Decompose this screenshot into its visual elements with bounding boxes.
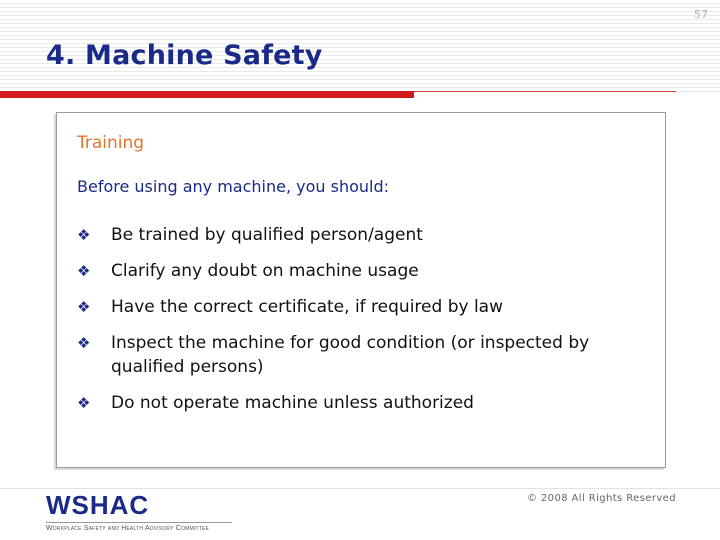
footer-divider [0, 488, 720, 489]
bullet-item [77, 223, 652, 247]
section-heading: Training [77, 133, 145, 153]
bullet-item [77, 295, 652, 319]
intro-text: Before using any machine, you should: [77, 177, 390, 196]
logo-subtitle: Workplace Safety and Health Advisory Committee [46, 525, 210, 532]
bullet-text: Do not operate machine unless authorized [111, 393, 474, 413]
slide-title: 4. Machine Safety [46, 40, 323, 71]
bullet-text: Have the correct certificate, if required by law [111, 297, 503, 317]
title-underline-bar [0, 91, 414, 98]
bullet-item [77, 391, 652, 415]
clover-bullet-icon: ❖ [77, 226, 91, 244]
logo-rule [46, 522, 232, 523]
logo-wordmark: WSHAC [46, 490, 150, 520]
bullet-list [77, 223, 652, 427]
bullet-text: Clarify any doubt on machine usage [111, 261, 419, 281]
page-number: 57 [694, 8, 708, 21]
wshac-logo [46, 490, 236, 534]
bullet-text: Be trained by qualified person/agent [111, 225, 423, 245]
bullet-item [77, 259, 652, 283]
bullet-item [77, 331, 652, 379]
content-box [56, 112, 666, 468]
copyright-notice: © 2008 All Rights Reserved [526, 493, 676, 504]
bullet-text: Inspect the machine for good condition (or inspected by qualified persons) [111, 333, 590, 377]
clover-bullet-icon: ❖ [77, 394, 91, 412]
title-underline-rule [414, 91, 676, 92]
clover-bullet-icon: ❖ [77, 262, 91, 280]
clover-bullet-icon: ❖ [77, 334, 91, 352]
clover-bullet-icon: ❖ [77, 298, 91, 316]
